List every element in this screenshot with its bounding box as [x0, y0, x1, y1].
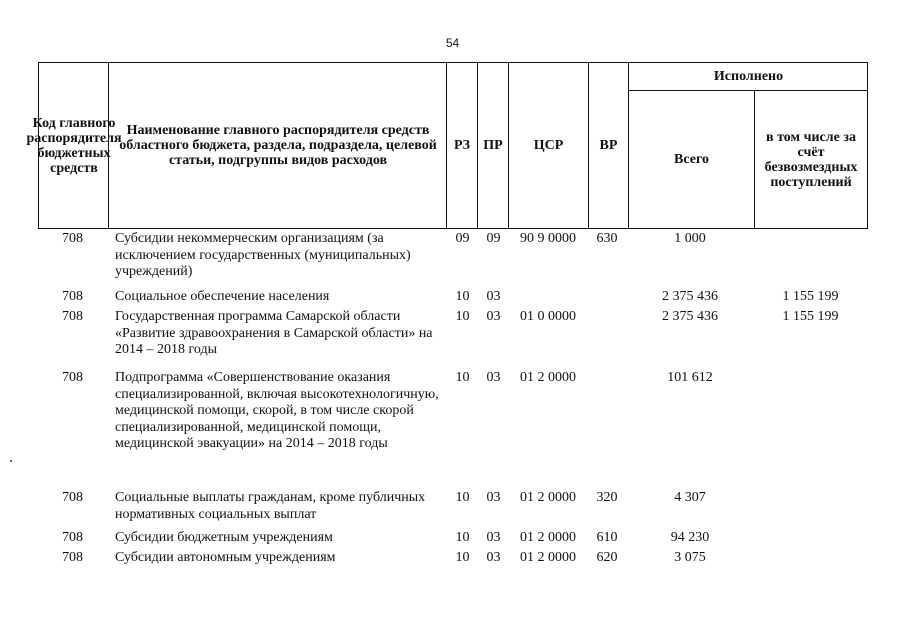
cell-code: 708 [62, 370, 83, 385]
cell-csr: 01 2 0000 [520, 370, 576, 385]
cell-name: Субсидии некоммерческим организациям (за исключением государственных (муниципальных) учреждений) [115, 231, 411, 279]
cell-csr: 01 2 0000 [520, 530, 576, 545]
cell-name: Государственная программа Самарской области «Развитие здравоохранения в Самарской области» на 2014 – 2018 годы [115, 309, 433, 357]
cell-total: 1 000 [674, 231, 706, 246]
cell-pr: 03 [486, 550, 501, 565]
cell-rz: 10 [455, 490, 470, 505]
cell-code: 708 [62, 490, 83, 505]
header-pr: ПР [483, 138, 503, 153]
col-divider [628, 63, 629, 228]
cell-pr: 03 [486, 490, 501, 505]
cell-csr: 90 9 0000 [520, 231, 576, 246]
cell-vr: 610 [596, 530, 618, 545]
cell-total: 3 075 [674, 550, 706, 565]
cell-pr: 03 [486, 309, 501, 324]
col-divider [446, 63, 447, 228]
header-vr: ВР [599, 138, 618, 153]
cell-rz: 10 [455, 309, 470, 324]
col-divider [588, 63, 589, 228]
cell-total: 2 375 436 [662, 309, 718, 324]
scan-speck [10, 460, 12, 462]
cell-total: 2 375 436 [662, 289, 718, 304]
cell-name: Субсидии автономным учреждениям [115, 550, 336, 565]
cell-rz: 10 [455, 550, 470, 565]
cell-vr: 320 [596, 490, 618, 505]
header-code: Код главного распорядителя бюджетных средств [26, 115, 122, 176]
cell-code: 708 [62, 289, 83, 304]
cell-vr: 630 [596, 231, 618, 246]
cell-csr: 01 0 0000 [520, 309, 576, 324]
cell-code: 708 [62, 309, 83, 324]
cell-vr: 620 [596, 550, 618, 565]
header-executed: Исполнено [713, 69, 784, 84]
header-name: Наименование главного распорядителя средств областного бюджета, раздела, подраздела, целевой статьи, подгруппы видов расходов [119, 123, 437, 168]
cell-free: 1 155 199 [782, 289, 839, 304]
header-total: Всего [674, 152, 709, 167]
col-divider [477, 63, 478, 228]
header-csr: ЦСР [533, 138, 564, 153]
cell-code: 708 [62, 550, 83, 565]
cell-name: Подпрограмма «Совершенствование оказания специализированной, включая высокотехнологичную, медицинской помощи, скорой, в том числе скорой специализированной, медицинской помощи, медицинской эвакуации» на 2014 – 2018 годы [115, 370, 439, 451]
header-free: в том числе за счёт безвозмездных поступлений [764, 129, 858, 190]
cell-rz: 10 [455, 370, 470, 385]
header-rz: РЗ [453, 138, 471, 153]
cell-csr: 01 2 0000 [520, 490, 576, 505]
cell-free: 1 155 199 [782, 309, 839, 324]
cell-name: Социальное обеспечение населения [115, 289, 330, 304]
cell-pr: 03 [486, 530, 501, 545]
cell-pr: 09 [486, 231, 501, 246]
cell-total: 101 612 [667, 370, 713, 385]
cell-name: Социальные выплаты гражданам, кроме публичных нормативных социальных выплат [115, 490, 426, 522]
cell-code: 708 [62, 231, 83, 246]
cell-total: 94 230 [670, 530, 710, 545]
cell-code: 708 [62, 530, 83, 545]
col-divider [754, 91, 755, 228]
table-header [26, 62, 868, 229]
cell-rz: 09 [455, 231, 470, 246]
col-divider [508, 63, 509, 228]
cell-total: 4 307 [674, 490, 706, 505]
cell-rz: 10 [455, 289, 470, 304]
cell-rz: 10 [455, 530, 470, 545]
cell-pr: 03 [486, 289, 501, 304]
cell-pr: 03 [486, 370, 501, 385]
cell-name: Субсидии бюджетным учреждениям [115, 530, 333, 545]
page-number: 54 [445, 36, 460, 50]
cell-csr: 01 2 0000 [520, 550, 576, 565]
